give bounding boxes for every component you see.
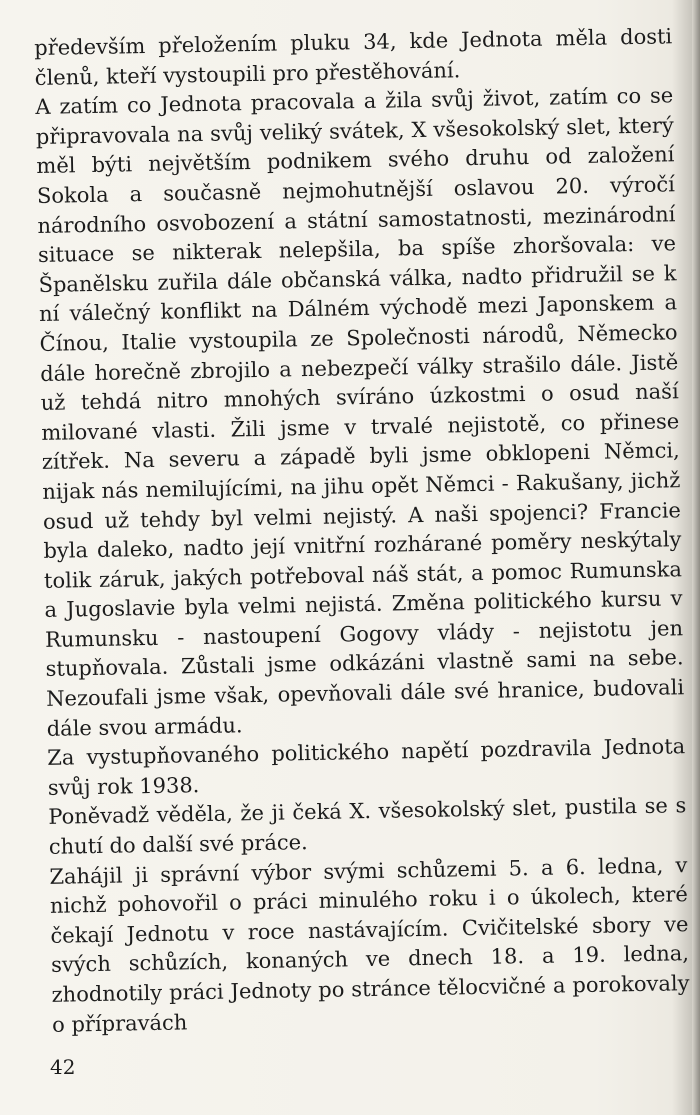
page-edge: [692, 0, 700, 1115]
paragraph: Zahájil ji správní výbor svými schůzemi 5. a 6. ledna, v nichž pohovořil o práci minulého roku i o úkolech, které čekají Jednotu v roce nastávajícím. Cvičitelské sbory ve svých schůzích, konaných ve dnech 18. a 19. ledna, zhodnotily práci Jednoty po stránce tělocvičné a porokovaly o přípravách: [49, 852, 690, 1037]
paragraph: především přeložením pluku 34, kde Jednota měla dosti členů, kteří vystoupili pro přestěhování.: [34, 24, 673, 90]
paragraph: Za vystupňovaného politického napětí pozdravila Jednota svůj rok 1938.: [47, 734, 686, 800]
paragraph: A zatím co Jednota pracovala a žila svůj život, zatím co se připravovala na svůj veliký svátek, X všesokolský slet, který měl býti největším podnikem svého druhu od založení Sokola a současně nejmohutnější oslavou 20. výročí národního osvobození a státní samostatnosti, mezinárodní situace se nikterak nelepšila, ba spíše zhoršovala: ve Španělsku zuřila dále občanská válka, nadto přidružil se k ní válečný konflikt na Dálném východě mezi Japonskem a Čínou, Italie vystoupila ze Společnosti národů, Německo dále horečně zbrojilo a nebezpečí války strašilo dále. Jistě už tehdá nitro mnohých svíráno úzkostmi o osud naší milované vlasti. Žili jsme v trvalé nejistotě, co přinese zítřek. Na severu a západě byli jsme obklopeni Němci, nijak nás nemilujícími, na jihu opět Němci - Rakušany, jichž osud už tehdy byl velmi nejistý. A naši spojenci? Francie byla daleko, nadto její vnitřní rozhárané poměry neskýtaly tolik záruk, jakých potřeboval náš stát, a pomoc Rumunska a Jugoslavie byla velmi nejistá. Změna politického kursu v Rumunsku - nastoupení Gogovy vlády - nejistotu jen stupňovala. Zůstali jsme odkázáni vlastně sami na sebe. Nezoufali jsme však, opevňovali dále své hranice, budovali dále svou armádu.: [35, 83, 685, 741]
paragraph: Poněvadž věděla, že ji čeká X. všesokolský slet, pustila se s chutí do další své práce.: [48, 793, 687, 859]
body-text: [34, 22, 690, 1040]
page-number: 42: [50, 1055, 76, 1079]
